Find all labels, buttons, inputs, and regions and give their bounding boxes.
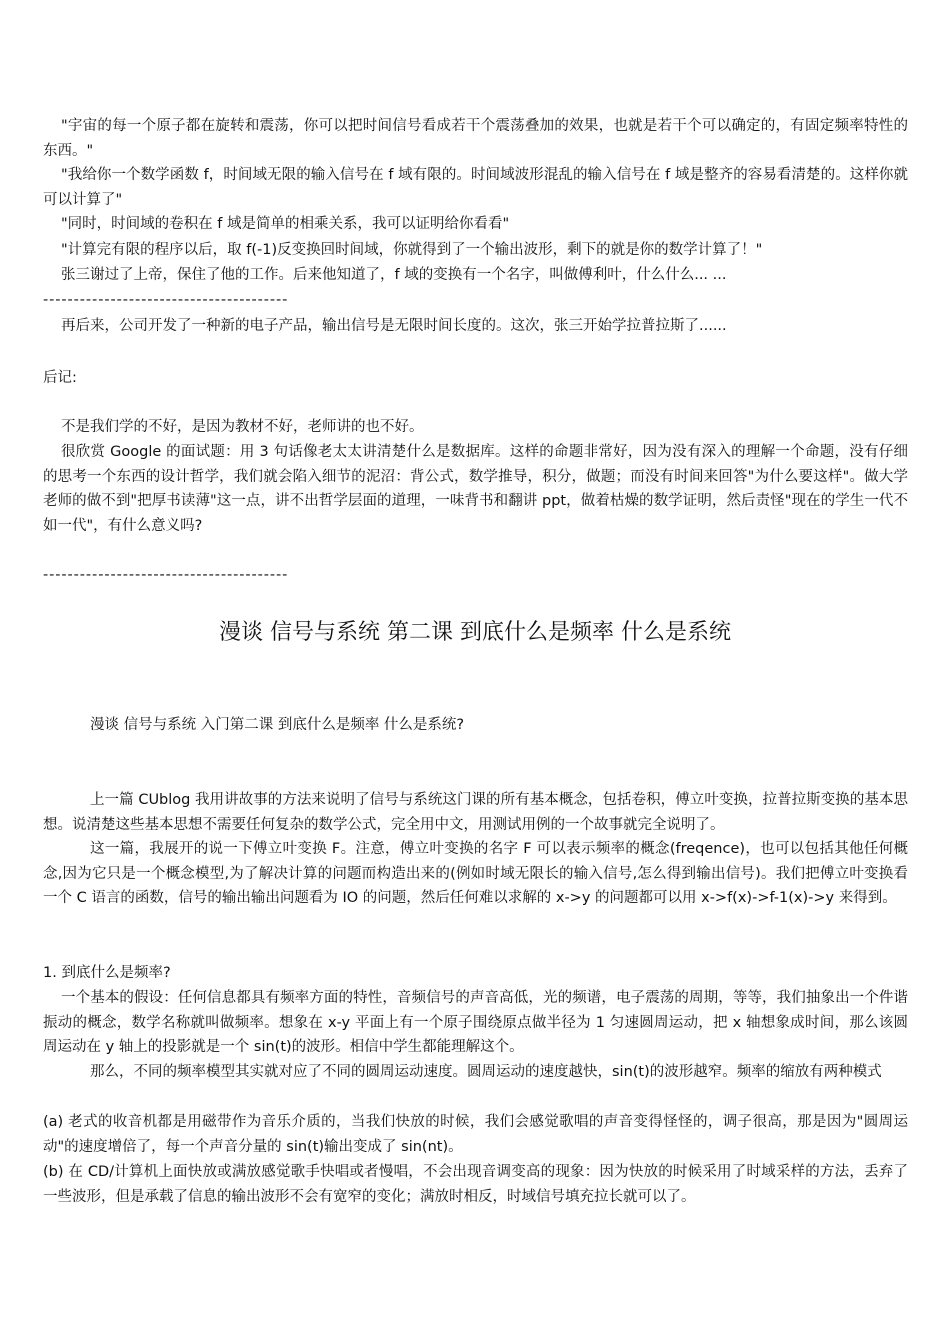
quote-paragraph-2: "我给你一个数学函数 f，时间域无限的输入信号在 f 域有限的。时间域波形混乱的输入信号在 f 域是整齐的容易看清楚的。这样你就可以计算了" — [43, 167, 908, 208]
divider-line: ---------------------------------------- — [43, 567, 289, 583]
list-item-b: (b) 在 CD/计算机上面快放或满放感觉歌手快唱或者慢唱，不会出现音调变高的现象：因为快放的时候采用了时域采样的方法，丢弃了一些波形，但是承载了信息的输出波形不会有宽窄的变化；满放时相反，时域信号填充拉长就可以了。 — [43, 1164, 908, 1205]
chapter-subtitle: 漫谈 信号与系统 入门第二课 到底什么是频率 什么是系统? — [90, 717, 465, 733]
divider-line: ---------------------------------------- — [43, 292, 289, 308]
quote-paragraph-5: 张三谢过了上帝，保住了他的工作。后来他知道了，f 域的变换有一个名字，叫做傅利叶，什么什么... ... — [61, 267, 727, 283]
postscript-label: 后记: — [43, 370, 77, 386]
list-item-a: (a) 老式的收音机都是用磁带作为音乐介质的，当我们快放的时候，我们会感觉歌唱的声音变得怪怪的，调子很高，那是因为"圆周运动"的速度增倍了，每一个声音分量的 sin(t)输出变成了 sin(nt)。 — [43, 1114, 908, 1155]
chapter-title: 漫谈 信号与系统 第二课 到底什么是频率 什么是系统 — [219, 620, 731, 645]
body-paragraph-2: 这一篇，我展开的说一下傅立叶变换 F。注意，傅立叶变换的名字 F 可以表示频率的概念(freqence)，也可以包括其他任何概念,因为它只是一个概念模型,为了解决计算的问题而构造出来的(例如时域无限长的输入信号,怎么得到输出信号)。我们把傅立叶变换看一个 C 语言的函数，信号的输出输出问题看为 IO 的问题，然后任何难以求解的 x->y 的问题都可以用 x->f(x)->f-1(x)->y 来得到。 — [43, 841, 908, 906]
postscript-paragraph-1: 不是我们学的不好，是因为教材不好，老师讲的也不好。 — [61, 419, 424, 435]
section-heading: 1. 到底什么是频率? — [43, 965, 171, 981]
quote-paragraph-1: "宇宙的每一个原子都在旋转和震荡，你可以把时间信号看成若干个震荡叠加的效果，也就是若干个可以确定的，有固定频率特性的东西。" — [43, 118, 908, 159]
body-paragraph-3: 一个基本的假设：任何信息都具有频率方面的特性，音频信号的声音高低，光的频谱，电子震荡的周期，等等，我们抽象出一个件谐振动的概念，数学名称就叫做频率。想象在 x-y 平面上有一个原子围绕原点做半径为 1 匀速圆周运动，把 x 轴想象成时间，那么该圆周运动在 y 轴上的投影就是一个 sin(t)的波形。相信中学生都能理解这个。 — [43, 990, 908, 1055]
paragraph-afterwards: 再后来，公司开发了一种新的电子产品，输出信号是无限时间长度的。这次，张三开始学拉普拉斯了...... — [61, 318, 727, 334]
quote-paragraph-3: "同时，时间域的卷积在 f 域是简单的相乘关系，我可以证明给你看看" — [61, 216, 510, 232]
body-paragraph-1: 上一篇 CUblog 我用讲故事的方法来说明了信号与系统这门课的所有基本概念，包括卷积，傅立叶变换，拉普拉斯变换的基本思想。说清楚这些基本思想不需要任何复杂的数学公式，完全用中文，用测试用例的一个故事就完全说明了。 — [43, 792, 908, 833]
quote-paragraph-4: "计算完有限的程序以后，取 f(-1)反变换回时间域，你就得到了一个输出波形，剩下的就是你的数学计算了！" — [61, 242, 763, 258]
body-paragraph-4: 那么，不同的频率模型其实就对应了不同的圆周运动速度。圆周运动的速度越快，sin(t)的波形越窄。频率的缩放有两种模式 — [90, 1064, 882, 1080]
postscript-paragraph-2: 很欣赏 Google 的面试题：用 3 句话像老太太讲清楚什么是数据库。这样的命题非常好，因为没有深入的理解一个命题，没有仔细的思考一个东西的设计哲学，我们就会陷入细节的泥沼：背公式，数学推导，积分，做题；而没有时间来回答"为什么要这样"。做大学老师的做不到"把厚书读薄"这一点，讲不出哲学层面的道理，一味背书和翻讲 ppt，做着枯燥的数学证明，然后责怪"现在的学生一代不如一代"，有什么意义吗? — [43, 444, 908, 534]
